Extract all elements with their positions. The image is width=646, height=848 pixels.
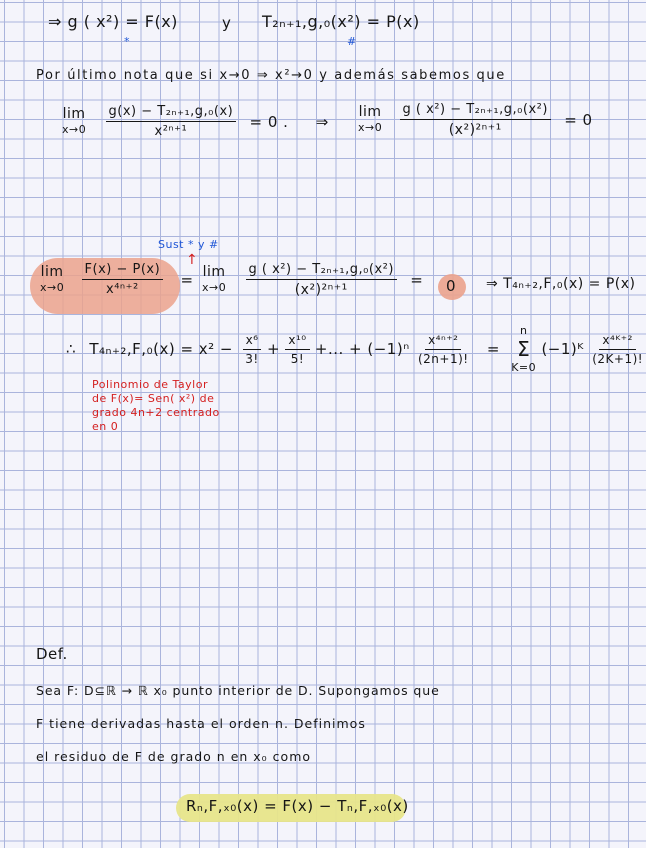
fraction: $\frac{\text{x⁶}}{3!}$ bbox=[242, 333, 261, 366]
conclusion: ⇒ T₄ₙ₊₂,F,₀(x) = P(x) bbox=[486, 276, 636, 292]
fraction: $\frac{\text{g(x) − T₂ₙ₊₁,g,₀(x)}}{\text{x²ⁿ⁺¹}}$ bbox=[106, 104, 237, 139]
lim-operator: lim x→0 bbox=[202, 264, 227, 294]
lim-operator: lim x→0 bbox=[62, 105, 87, 136]
red-note: Polinomio de Taylor de F(x)= Sen( x²) de grado 4n+2 centrado en 0 bbox=[92, 378, 220, 433]
zero-value: 0 bbox=[446, 277, 457, 295]
summation: n Σ K=0 bbox=[511, 324, 537, 374]
def-line-1: Sea F: D⊆ℝ → ℝ x₀ punto interior de D. Supongamos que bbox=[36, 683, 440, 698]
fraction: $\frac{\text{g ( x²) − T₂ₙ₊₁,g,₀(x²)}}{\text{(x²)²ⁿ⁺¹}}$ bbox=[246, 262, 397, 298]
limit-one: lim x→0 $\frac{\text{g(x) − T₂ₙ₊₁,g,₀(x)}}{\text{x²ⁿ⁺¹}}$ = 0 . ⇒ bbox=[62, 104, 329, 139]
fraction: $\frac{\text{x⁴ⁿ⁺²}}{(2n+1)!}$ bbox=[417, 332, 469, 366]
fraction: $\frac{F(x) - P(x)}{\text{x⁴ⁿ⁺²}}$ bbox=[82, 262, 164, 297]
por-ultimo-text: Por último nota que si x→0 ⇒ x²→0 y además sabemos que bbox=[36, 68, 506, 83]
limit-four: lim x→0 $\frac{\text{g ( x²) − T₂ₙ₊₁,g,₀(x²)}}{\text{(x²)²ⁿ⁺¹}}$ = bbox=[202, 262, 424, 298]
taylor-polynomial: ∴ T₄ₙ₊₂,F,₀(x) = x² − $\frac{\text{x⁶}}{3!}$ + $\frac{\text{x¹⁰}}{5!}$ +... + (−1)ⁿ $\frac{\text{x⁴ⁿ⁺²}}{(2n+1)!}$ = n Σ K=0 (−1)ᴷ $\frac{\text{x⁴ᴷ⁺²}}{(2K+1)!}$ bbox=[66, 324, 646, 374]
fraction: $\frac{\text{x⁴ᴷ⁺²}}{(2K+1)!}$ bbox=[592, 332, 644, 366]
mark-star: * bbox=[124, 35, 130, 48]
limit-three: lim x→0 $\frac{F(x) - P(x)}{\text{x⁴ⁿ⁺²}}$ = bbox=[40, 262, 194, 297]
limit-two: lim x→0 $\frac{\text{g ( x²) − T₂ₙ₊₁,g,₀(x²)}}{\text{(x²)²ⁿ⁺¹}}$ = 0 bbox=[358, 102, 593, 138]
up-arrow-icon: ↑ bbox=[186, 252, 199, 268]
sust-label: Sust * y # bbox=[158, 238, 219, 251]
top-y: y bbox=[222, 14, 232, 32]
top-left-eq: ⇒ g ( x²) = F(x) bbox=[48, 12, 178, 31]
def-line-3: el residuo de F de grado n en x₀ como bbox=[36, 749, 312, 764]
lim-operator: lim x→0 bbox=[40, 263, 65, 294]
fraction: $\frac{\text{x¹⁰}}{5!}$ bbox=[285, 333, 309, 366]
def-title: Def. bbox=[36, 645, 68, 663]
mark-hash: # bbox=[347, 35, 357, 48]
top-right-eq: T₂ₙ₊₁,g,₀(x²) = P(x) bbox=[262, 12, 420, 31]
def-line-2: F tiene derivadas hasta el orden n. Definimos bbox=[36, 716, 366, 731]
residue-formula: Rₙ,F,ₓ₀(x) = F(x) − Tₙ,F,ₓ₀(x) bbox=[186, 797, 409, 815]
lim-operator: lim x→0 bbox=[358, 104, 383, 134]
fraction: $\frac{\text{g ( x²) − T₂ₙ₊₁,g,₀(x²)}}{\text{(x²)²ⁿ⁺¹}}$ bbox=[400, 102, 551, 138]
